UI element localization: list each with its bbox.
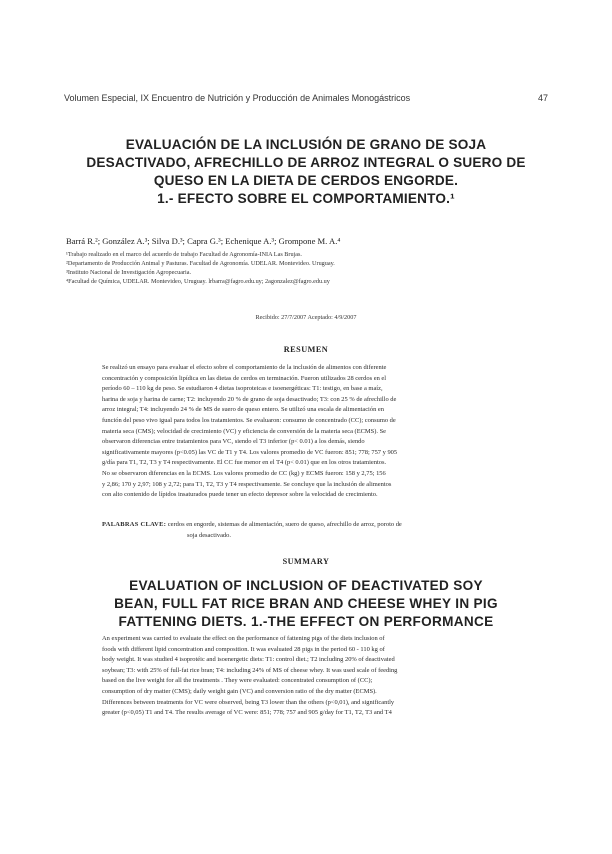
affiliation-line: ²Departamento de Producción Animal y Pasturas. Facultad de Agronomía. UDELAR. Montevideo. Uruguay. bbox=[66, 260, 335, 267]
text-line: g/día para T1, T2, T3 y T4 respectivamente. El CC fue menor en el T4 (p< 0.01) que en los otros tratamientos. bbox=[102, 459, 387, 467]
title-line: FATTENING DIETS. 1.-THE EFFECT ON PERFORMANCE bbox=[118, 614, 494, 629]
journal-name: Volumen Especial, IX Encuentro de Nutrición y Producción de Animales Monogástricos bbox=[64, 93, 411, 103]
title-line: BEAN, FULL FAT RICE BRAN AND CHEESE WHEY IN PIG bbox=[114, 596, 498, 611]
text-line: soybean; T3: with 25% of full-fat rice bran; T4: including 24% of MS of cheese whey. It was used scale of feeding bbox=[102, 666, 398, 674]
keywords-line bbox=[102, 520, 512, 531]
affiliation-line: ¹Trabajo realizado en el marco del acuerdo de trabajo Facultad de Agronomía-INIA Las Brujas. bbox=[66, 251, 302, 258]
title-english bbox=[70, 577, 542, 631]
title-spanish bbox=[70, 136, 542, 208]
text-line: body weight. It was studied 4 isoprotéic and isoenergetic diets: T1: control diet.; T2 including 20% of deactivated bbox=[102, 656, 395, 664]
summary-body bbox=[102, 634, 512, 719]
text-line: concentración y composición lipídica en las dietas de cerdos en terminación. Fueron utilizados 28 cerdos en el bbox=[102, 374, 387, 382]
author-list: Barrá R.²; González A.³; Silva D.³; Capra G.³; Echenique A.³; Grompone M. A.⁴ bbox=[66, 236, 341, 246]
title-line: DESACTIVADO, AFRECHILLO DE ARROZ INTEGRAL O SUERO DE bbox=[86, 155, 526, 170]
page-number: 47 bbox=[537, 93, 548, 103]
text-line: y 2,86; 170 y 2,97; 108 y 2,72; para T1, T2, T3 y T4 respectivamente. Se concluye que la inclusión de alimentos bbox=[102, 480, 392, 488]
affiliation-line: ³Instituto Nacional de Investigación Agropecuaria. bbox=[66, 269, 192, 276]
text-line: consumption of dry matter (CMS); daily weight gain (VC) and conversion ratio of the dry matter (ECMS). bbox=[102, 687, 377, 695]
text-line: No se observaron diferencias en la ECMS. Los valores promedio de CC (kg) y ECMS fueron: 158 y 2,75; 156 bbox=[102, 469, 386, 477]
keywords-text: cerdos en engorde, sistemas de alimentación, suero de queso, afrechillo de arroz, poroto de bbox=[166, 521, 402, 528]
resumen-body bbox=[102, 363, 512, 501]
summary-heading: SUMMARY bbox=[282, 557, 330, 566]
keywords-label: PALABRAS CLAVE: bbox=[102, 521, 167, 528]
running-header bbox=[64, 93, 548, 107]
text-line: An experiment was carried to evaluate the effect on the performance of fattening pigs of the diets inclusion of bbox=[102, 635, 385, 642]
title-line: QUESO EN LA DIETA DE CERDOS ENGORDE. bbox=[153, 173, 459, 188]
title-line: 1.- EFECTO SOBRE EL COMPORTAMIENTO.¹ bbox=[157, 191, 455, 206]
text-line: Se realizó un ensayo para evaluar el efecto sobre el comportamiento de la inclusión de alimentos con diferente bbox=[102, 364, 387, 371]
resumen-heading: RESUMEN bbox=[283, 345, 329, 354]
text-line: greater (p<0,05) T1 and T4. The results average of VC were: 851; 778; 757 and 905 g/day for T1, T2, T3 and T4 bbox=[102, 709, 392, 717]
affiliation-line: ⁴Facultad de Química, UDELAR. Montevideo, Uruguay. lrbarra@fagro.edu.uy; 2agonzalez@fagro.edu.uy bbox=[66, 278, 330, 285]
text-line: harina de soja y harina de carne; T2: incluyendo 20 % de grano de soja desactivado; T3: con 25 % de afrechillo de bbox=[102, 395, 397, 403]
text-line: materia seca (CMS); velocidad de crecimiento (VC) y eficiencia de conversión de la materia seca (ECMS). Se bbox=[102, 427, 387, 435]
text-line: Differences between treatments for VC were observed, being T3 lower than the others (p<0,01), and significantly bbox=[102, 698, 395, 706]
title-line: EVALUACIÓN DE LA INCLUSIÓN DE GRANO DE SOJA bbox=[125, 137, 487, 152]
text-line: foods with different lipid concentration and composition. It was evaluated 28 pigs in the period 60 - 110 kg of bbox=[102, 645, 385, 653]
text-line: significativamente mayores (p<0.05) las VC de T1 y T4. Los valores promedio de VC fueron: 851; 778; 757 y 905 bbox=[102, 448, 398, 456]
keywords-block bbox=[102, 520, 512, 541]
text-line: observaron diferencias entre tratamientos para VC, siendo el T3 inferior (p< 0.01) a los demás, siendo bbox=[102, 438, 365, 446]
keywords-line: soja desactivado. bbox=[187, 531, 231, 539]
affiliations bbox=[66, 250, 546, 286]
text-line: based on the live weight for all the treatments . They were evaluated: concentrated consumption of (CC); bbox=[102, 677, 373, 685]
title-line: EVALUATION OF INCLUSION OF DEACTIVATED SOY bbox=[129, 578, 483, 593]
text-line: con alto contenido de lípidos insaturados puede tener un efecto depresor sobre la velocidad de crecimiento. bbox=[102, 491, 378, 499]
text-line: arroz integral; T4: incluyendo 24 % de MS de suero de queso entero. Se utilizó una escala de alimentación en bbox=[102, 406, 384, 414]
received-accepted-dates: Recibido: 27/7/2007 Aceptado: 4/9/2007 bbox=[255, 314, 357, 321]
text-line: período 60 – 110 kg de peso. Se estudiaron 4 dietas isoproteicas e isoenergéticas: T1: testigo, en base a maíz, bbox=[102, 385, 383, 393]
text-line: función del peso vivo igual para todos los tratamientos. Se evaluaron: consumo de concentrado (CC); consumo de bbox=[102, 416, 396, 424]
